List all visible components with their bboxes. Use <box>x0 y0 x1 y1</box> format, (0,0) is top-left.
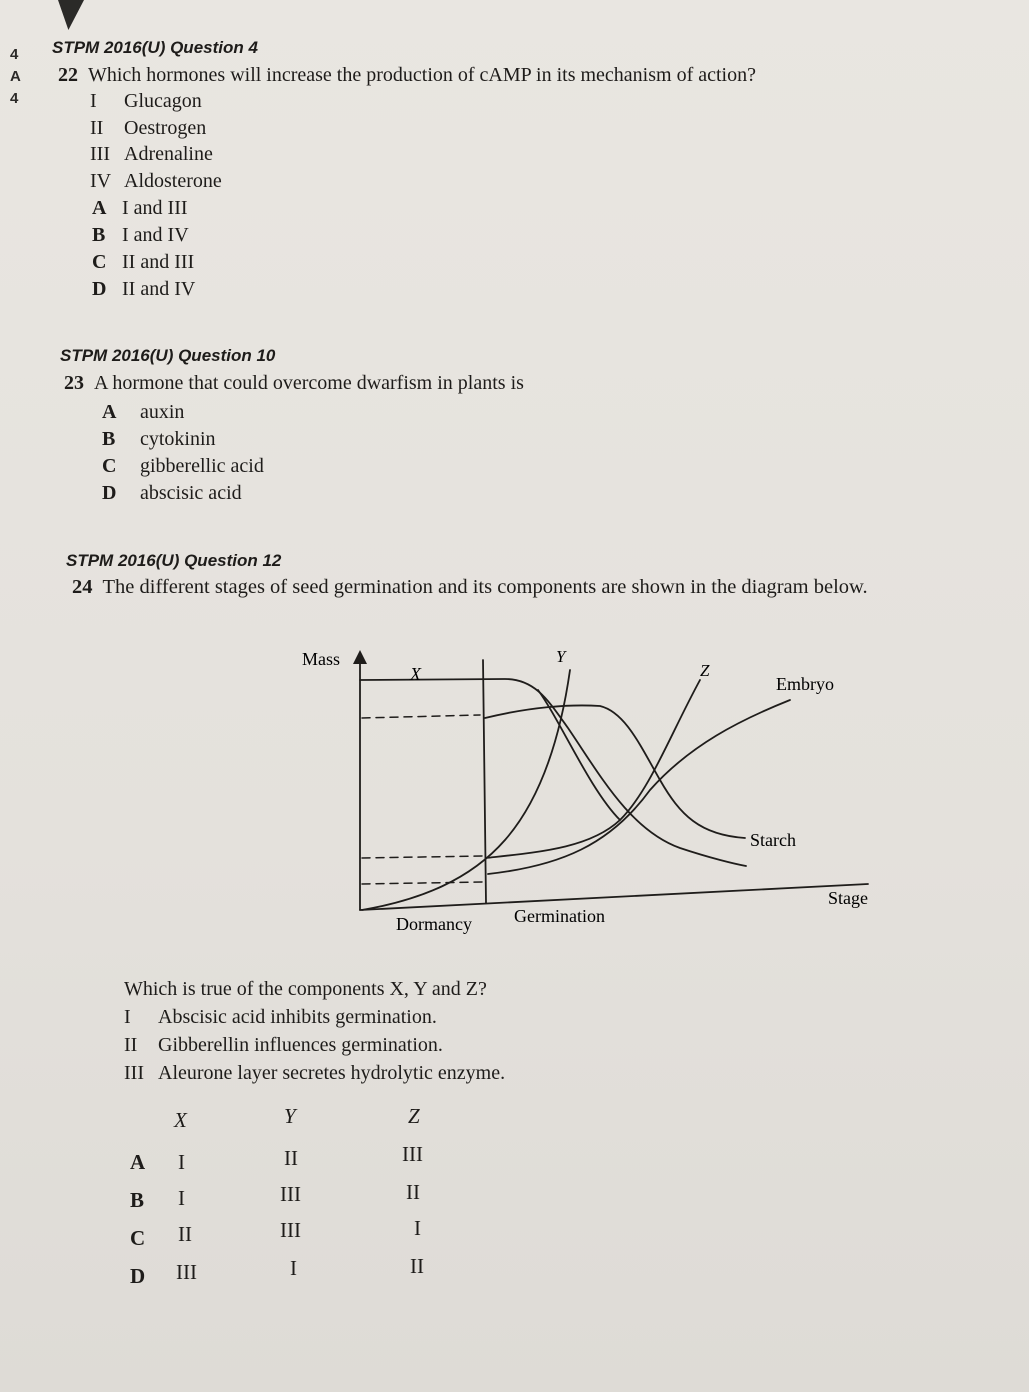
q22-statement: IV Aldosterone <box>90 170 222 192</box>
q22-stem-text: Which hormones will increase the production of cAMP in its mechanism of action? <box>88 64 756 86</box>
q23-option-c[interactable]: C gibberellic acid <box>102 455 264 477</box>
q23-number: 23 <box>64 372 84 394</box>
cell-z: III <box>402 1142 423 1166</box>
y-axis-arrow-icon <box>353 650 367 664</box>
side-tab-char: 4 <box>10 46 19 63</box>
q22-source: STPM 2016(U) Question 4 <box>52 38 258 57</box>
q22-option-d[interactable]: D II and IV <box>92 278 196 300</box>
q23-option-b[interactable]: B cytokinin <box>102 428 216 450</box>
stage-germination: Germination <box>514 906 605 926</box>
q22-statement: I Glucagon <box>90 90 202 112</box>
dashed-level <box>362 715 480 718</box>
curve-embryo <box>488 700 790 874</box>
q24-statement: II Gibberellin influences germination. <box>124 1034 443 1056</box>
curve-starch <box>485 705 745 838</box>
dashed-level <box>362 882 482 884</box>
q22-option-a[interactable]: A I and III <box>92 197 188 219</box>
cell-y: I <box>290 1256 297 1280</box>
cell-y: III <box>280 1182 301 1206</box>
q22-statement: II Oestrogen <box>90 117 207 139</box>
label-z: Z <box>700 661 710 680</box>
q24-stem-text: The different stages of seed germination and its components are shown in the diagram below. <box>102 576 868 598</box>
side-tab-char: A <box>10 68 21 85</box>
q24-number: 24 <box>72 576 93 598</box>
q22-option-b[interactable]: B I and IV <box>92 224 189 246</box>
q22-number: 22 <box>58 64 78 86</box>
side-tab-char: 4 <box>10 90 19 107</box>
q23-source: STPM 2016(U) Question 10 <box>60 346 276 365</box>
curve-y <box>362 670 570 910</box>
curve-z <box>486 680 700 858</box>
row-key: A <box>130 1150 146 1174</box>
dashed-level <box>362 856 482 858</box>
row-key: B <box>130 1188 145 1212</box>
cell-z: II <box>406 1180 420 1204</box>
cell-z: I <box>414 1216 421 1240</box>
table-header-y: Y <box>284 1104 296 1128</box>
q22-statement: III Adrenaline <box>90 143 213 165</box>
cell-x: I <box>178 1150 185 1174</box>
stage-divider <box>483 660 486 903</box>
cell-x: III <box>176 1260 197 1284</box>
table-header-z: Z <box>408 1104 420 1128</box>
q23-option-a[interactable]: A auxin <box>102 401 185 423</box>
row-key: D <box>130 1264 146 1288</box>
q23-option-d[interactable]: D abscisic acid <box>102 482 242 504</box>
label-embryo: Embryo <box>776 674 834 694</box>
stage-dormancy: Dormancy <box>396 914 472 934</box>
y-axis-label: Mass <box>302 649 341 669</box>
x-axis-label: Stage <box>828 888 868 908</box>
label-x: X <box>410 664 421 684</box>
q24-source: STPM 2016(U) Question 12 <box>66 551 282 570</box>
label-y: Y <box>556 647 566 666</box>
cell-z: II <box>410 1254 424 1278</box>
cell-y: III <box>280 1218 301 1242</box>
q24-statement: I Abscisic acid inhibits germination. <box>124 1006 437 1028</box>
cell-x: I <box>178 1186 185 1210</box>
cell-y: II <box>284 1146 298 1170</box>
label-starch: Starch <box>750 830 796 850</box>
cell-x: II <box>178 1222 192 1246</box>
q22-option-c[interactable]: C II and III <box>92 251 195 273</box>
table-header-x: X <box>174 1108 187 1132</box>
q24-statement: III Aleurone layer secretes hydrolytic enzyme. <box>124 1062 506 1084</box>
q23-stem-text: A hormone that could overcome dwarfism in plants is <box>94 372 524 394</box>
row-key: C <box>130 1226 146 1250</box>
q24-prompt: Which is true of the components X, Y and Z? <box>124 978 487 1000</box>
